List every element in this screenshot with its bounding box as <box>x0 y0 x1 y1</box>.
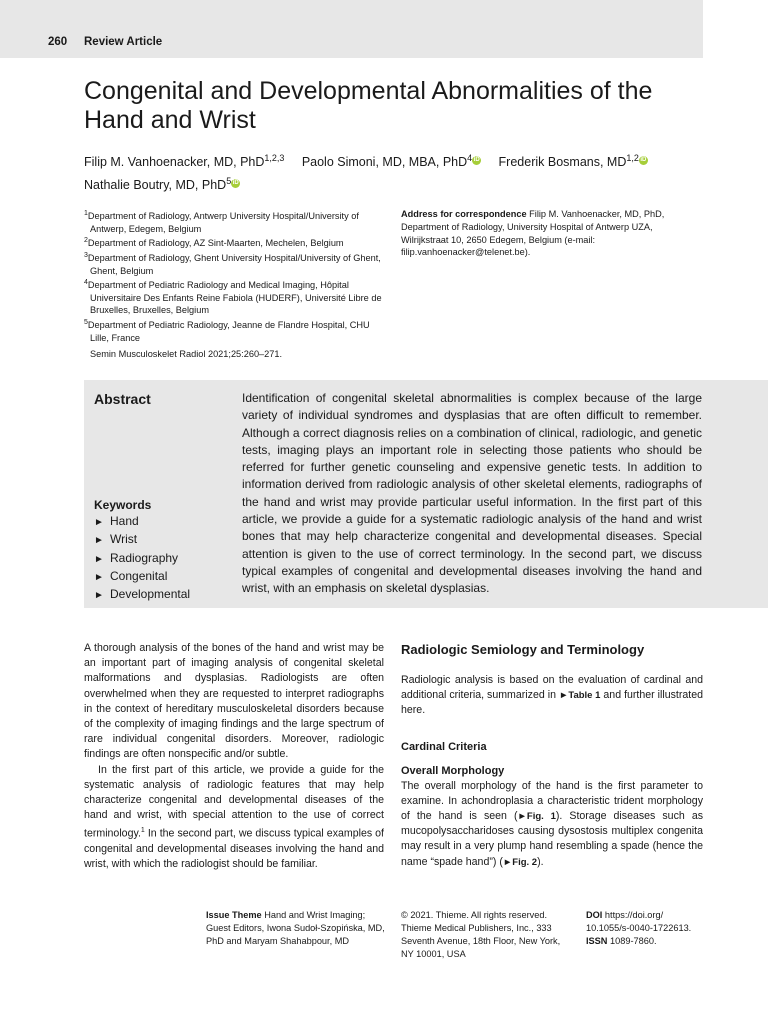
table-reference-link[interactable]: ►Table 1 <box>558 690 601 702</box>
body-paragraph <box>401 673 703 719</box>
author-list <box>84 149 684 195</box>
figure-reference-link[interactable]: ►Fig. 2 <box>502 856 538 868</box>
doi-label: DOI <box>586 910 603 920</box>
keyword-item[interactable] <box>94 513 190 531</box>
journal-citation: Semin Musculoskelet Radiol 2021;25:260–271. <box>90 349 283 359</box>
body-paragraph <box>401 779 703 870</box>
affiliation-text: Department of Pediatric Radiology, Jeanne de Flandre Hospital, CHU Lille, France <box>87 320 370 343</box>
correspondence-label: Address for correspondence <box>401 209 527 219</box>
orcid-icon[interactable]: iD <box>640 157 647 163</box>
keyword-item[interactable] <box>94 531 190 549</box>
author-name: Nathalie Boutry, MD, PhD <box>84 178 227 193</box>
keyword-label: Wrist <box>110 532 138 547</box>
affiliation-text: Department of Radiology, Antwerp University Hospital/University of Antwerp, Edegem, Belgium <box>87 211 359 234</box>
arrow-right-icon: ► <box>94 535 104 547</box>
body-text: and further illustrated here. <box>401 689 704 717</box>
keyword-item[interactable] <box>94 568 190 586</box>
body-text: Radiologic analysis is based on the evaluation of cardinal and additional criteria, summarized in <box>401 674 703 702</box>
body-column-right <box>401 641 703 870</box>
author-name: Paolo Simoni, MD, MBA, PhD <box>301 155 468 170</box>
arrow-right-icon: ► <box>94 590 104 602</box>
keyword-label: Congenital <box>110 568 168 583</box>
affiliation <box>84 235 389 250</box>
abstract-heading: Abstract <box>94 391 151 407</box>
subsection-heading: Overall Morphology <box>401 764 505 777</box>
affiliation-text: Department of Pediatric Radiology and Medical Imaging, Hôpital Universitaire Des Enfants Reine Fabiola (HUDERF), Université Libre de Bruxelles, Bruxelles, Belgium <box>87 280 382 316</box>
orcid-icon[interactable]: iD <box>232 180 239 187</box>
affiliation-number: 1 <box>84 210 88 217</box>
author-affil-sup: 1,2,3 <box>264 153 285 163</box>
affiliation <box>84 277 389 317</box>
header-bar <box>0 0 703 58</box>
arrow-right-icon: ► <box>94 517 104 528</box>
footer-issue-theme <box>206 909 386 948</box>
correspondence-address <box>401 208 691 259</box>
body-text: ). <box>537 855 544 868</box>
affiliation-number: 4 <box>84 279 88 287</box>
orcid-icon[interactable]: iD <box>473 157 480 163</box>
author-affil-sup: 5 <box>226 176 232 187</box>
body-text: In the second part, we discuss typical examples of congenital and developmental diseases involving the hand and wrist, with which the radiologist should be familiar. <box>84 827 384 871</box>
keyword-label: Developmental <box>110 587 191 602</box>
affiliation <box>84 317 389 344</box>
correspondence-text: Filip M. Vanhoenacker, MD, PhD, Department of Radiology, University Hospital of Antwerp UZA, Wilrijkstraat 10, 2650 Edegem, Belgium (e-mail: filip.vanhoenacker@telenet.be). <box>401 209 665 258</box>
affiliation-number: 5 <box>84 319 88 326</box>
author-name: Frederik Bosmans, MD <box>498 155 627 170</box>
page-number: 260 <box>48 36 68 48</box>
author-affil-sup: 4 <box>467 153 473 163</box>
keyword-label: Hand <box>110 514 139 528</box>
body-paragraph: A thorough analysis of the bones of the hand and wrist may be an important part of imaging analysis of congenital skeletal malformations and dysplasias. Radiologists are often overwhelmed when they are requested to interpret radiographs in the context of hereditary musculoskeletal disorders because of the complexity of imaging findings and the large spectrum of rare individual congenital disorders. Moreover, radiologic findings are often nonspecific and/or subtle. <box>84 642 384 761</box>
body-text: The overall morphology of the hand is the first parameter to examine. In achondroplasia a characteristic trident morphology of the hand is seen ( <box>401 779 703 823</box>
keywords-heading: Keywords <box>94 498 152 512</box>
keyword-label: Radiography <box>110 550 179 565</box>
article-title: Congenital and Developmental Abnormalities of the Hand and Wrist <box>84 77 653 134</box>
issue-theme-label: Issue Theme <box>206 910 262 920</box>
affiliation-number: 3 <box>84 251 88 259</box>
footer-copyright: © 2021. Thieme. All rights reserved. Thieme Medical Publishers, Inc., 333 Seventh Avenue, 18th Floor, New York, NY 10001, USA <box>401 910 561 959</box>
affiliation-text: Department of Radiology, AZ Sint-Maarten, Mechelen, Belgium <box>87 238 344 249</box>
section-heading: Radiologic Semiology and Terminology <box>401 642 645 657</box>
keywords-list <box>94 513 190 604</box>
body-column-left <box>84 641 384 873</box>
affiliation-list <box>84 208 389 344</box>
body-paragraph <box>84 763 384 873</box>
issn-label: ISSN <box>586 936 608 946</box>
reference-sup[interactable]: 1 <box>140 827 145 835</box>
section-label: Review Article <box>84 36 163 48</box>
issue-theme-text: Hand and Wrist Imaging; Guest Editors, Iwona Sudoł-Szopińska, MD, PhD and Maryam Shahabpour, MD <box>206 910 385 946</box>
body-text: In the first part of this article, we provide a guide for the systematic analysis of radiologic features that may help characterize congenital and developmental diseases of the hand and wrist, with special attention to the use of correct terminology. <box>84 763 384 840</box>
footer-doi <box>586 909 706 948</box>
author-affil-sup: 1,2 <box>626 153 639 163</box>
author-name: Filip M. Vanhoenacker, MD, PhD <box>84 155 265 170</box>
issn-value: 1089-7860. <box>610 936 657 946</box>
figure-reference-link[interactable]: ►Fig. 1 <box>517 811 556 823</box>
body-text: ). Storage diseases such as mucopolysaccharidoses causing dysostosis multiplex congenita may result in a very plump hand resembling a spade (hence the name “spade hand”) ( <box>401 810 704 868</box>
doi-link[interactable]: https://doi.org/ 10.1055/s-0040-1722613. <box>586 910 692 933</box>
affiliation-number: 2 <box>84 237 88 245</box>
arrow-right-icon: ► <box>94 553 104 565</box>
affiliation <box>84 250 389 277</box>
affiliation <box>84 208 389 235</box>
subsection-heading: Cardinal Criteria <box>401 740 487 753</box>
affiliation-text: Department of Radiology, Ghent University Hospital/University of Ghent, Ghent, Belgium <box>87 252 381 276</box>
keyword-item[interactable] <box>94 586 190 604</box>
abstract-text: Identification of congenital skeletal abnormalities is complex because of the large variety of individual syndromes and dysplasias that are often difficult to remember. Although a correct diagnosis relies on a combination of clinical, radiologic, and genetic tests, imaging plays an important role in selecting those patients who should be referred for further genetic counseling and expensive genetic tests. In addition to information derived from radiologic analysis of other skeletal elements, radiographs of the hand and wrist may provide particular useful information. In the first part of this article, we provide a guide for a systematic radiologic analysis of the hand and wrist bones that may help characterize congenital and developmental diseases. Special attention is given to the use of correct terminology. In the second part, we discuss typical examples of congenital and developmental diseases involving the hand and wrist, with an emphasis on skeletal dysplasias. <box>242 391 702 596</box>
keyword-item[interactable] <box>94 550 190 568</box>
arrow-right-icon: ► <box>94 571 104 583</box>
